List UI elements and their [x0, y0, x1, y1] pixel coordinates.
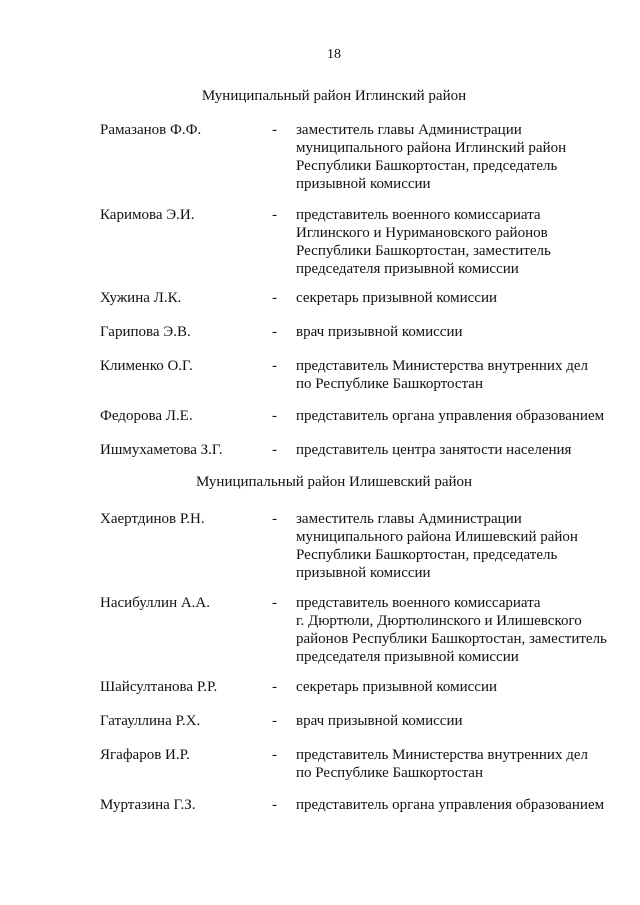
role-line: заместитель главы Администрации	[296, 122, 522, 138]
member-dash: -	[272, 595, 277, 611]
role-line: Республики Башкортостан, заместитель	[296, 243, 551, 259]
member-role	[296, 594, 626, 666]
member-name: Ягафаров И.Р.	[100, 747, 190, 763]
role-line: заместитель главы Администрации	[296, 511, 522, 527]
role-line: муниципального района Илишевский район	[296, 529, 578, 545]
role-line: Республики Башкортостан, председатель	[296, 547, 558, 563]
member-name: Хаертдинов Р.Н.	[100, 511, 205, 527]
page-number: 18	[327, 47, 341, 62]
member-name: Клименко О.Г.	[100, 358, 193, 374]
member-dash: -	[272, 290, 277, 306]
member-role	[296, 407, 626, 425]
member-name: Шайсултанова Р.Р.	[100, 679, 218, 695]
role-line: по Республике Башкортостан	[296, 376, 483, 392]
member-dash: -	[272, 511, 277, 527]
member-dash: -	[272, 713, 277, 729]
role-line: Иглинского и Нуримановского районов	[296, 225, 548, 241]
member-name: Гатауллина Р.Х.	[100, 713, 201, 729]
member-name: Муртазина Г.З.	[100, 797, 196, 813]
member-role	[296, 678, 626, 696]
role-line: представитель Министерства внутренних дел	[296, 358, 588, 374]
role-line: представитель военного комиссариата	[296, 595, 541, 611]
member-dash: -	[272, 207, 277, 223]
role-line: призывной комиссии	[296, 176, 431, 192]
member-role	[296, 712, 626, 730]
section-title-ilishevsky: Муниципальный район Илишевский район	[195, 474, 473, 490]
role-line: председателя призывной комиссии	[296, 649, 519, 665]
role-line: Республики Башкортостан, председатель	[296, 158, 558, 174]
member-dash: -	[272, 442, 277, 458]
member-role	[296, 510, 626, 582]
role-line: по Республике Башкортостан	[296, 765, 483, 781]
member-name: Гарипова Э.В.	[100, 324, 191, 340]
member-name: Насибуллин А.А.	[100, 595, 211, 611]
member-dash: -	[272, 358, 277, 374]
member-role	[296, 206, 626, 278]
section-title-iglinsky: Муниципальный район Иглинский район	[201, 88, 467, 104]
role-line: призывной комиссии	[296, 565, 431, 581]
role-line: г. Дюртюли, Дюртюлинского и Илишевского	[296, 613, 582, 629]
role-line: секретарь призывной комиссии	[296, 679, 498, 695]
member-role	[296, 441, 626, 459]
member-dash: -	[272, 324, 277, 340]
member-name: Ишмухаметова З.Г.	[100, 442, 223, 458]
member-role	[296, 746, 626, 782]
member-role	[296, 289, 626, 307]
role-line: представитель Министерства внутренних дел	[296, 747, 588, 763]
member-dash: -	[272, 679, 277, 695]
member-role	[296, 121, 626, 193]
role-line: председателя призывной комиссии	[296, 261, 519, 277]
member-role	[296, 796, 626, 814]
role-line: представитель центра занятости населения	[296, 442, 572, 458]
role-line: представитель военного комиссариата	[296, 207, 541, 223]
member-role	[296, 323, 626, 341]
member-dash: -	[272, 122, 277, 138]
member-name: Федорова Л.Е.	[100, 408, 193, 424]
member-name: Хужина Л.К.	[100, 290, 182, 306]
role-line: представитель органа управления образованием	[296, 408, 605, 424]
role-line: районов Республики Башкортостан, заместитель	[296, 631, 607, 647]
member-role	[296, 357, 626, 393]
member-dash: -	[272, 747, 277, 763]
role-line: врач призывной комиссии	[296, 713, 463, 729]
role-line: секретарь призывной комиссии	[296, 290, 498, 306]
member-dash: -	[272, 797, 277, 813]
member-name: Каримова Э.И.	[100, 207, 195, 223]
role-line: врач призывной комиссии	[296, 324, 463, 340]
member-dash: -	[272, 408, 277, 424]
member-name: Рамазанов Ф.Ф.	[100, 122, 202, 138]
role-line: представитель органа управления образованием	[296, 797, 605, 813]
role-line: муниципального района Иглинский район	[296, 140, 567, 156]
